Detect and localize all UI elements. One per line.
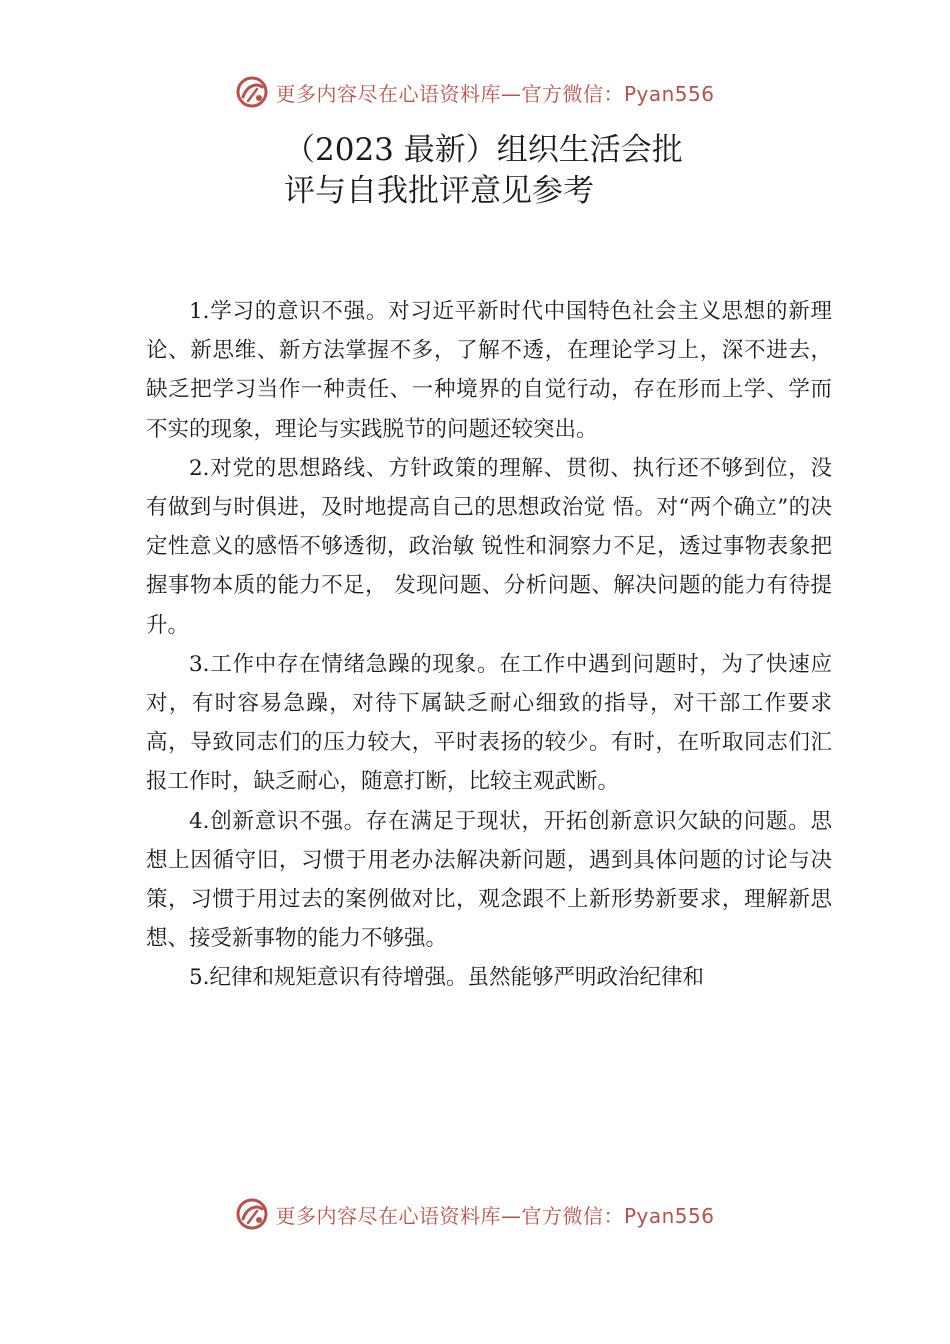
footer-banner — [0, 1192, 950, 1236]
banner-text: 更多内容尽在心语资料库—官方微信：Pyan556 — [275, 1203, 715, 1228]
document-title: （2023 最新）组织生活会批评与自我批评意见参考 — [284, 132, 683, 209]
document-body — [146, 292, 832, 998]
seal-logo-icon — [235, 75, 269, 109]
seal-logo-icon — [235, 1197, 269, 1231]
paragraph-5: 5.纪律和规矩意识有待增强。虽然能够严明政治纪律和 — [189, 965, 705, 991]
paragraph-4: 4.创新意识不强。存在满足于现状，开拓创新意识欠缺的问题。思想上因循守旧，习惯于用老办法解决新问题，遇到具体问题的讨论与决策，习惯于用过去的案例做对比，观念跟不上新形势新要求，理解新思想、接受新事物的能力不够强。 — [146, 808, 832, 952]
paragraph-2: 2.对党的思想路线、方针政策的理解、贯彻、执行还不够到位，没有做到与时俱进，及时地提高自己的思想政治觉 悟。对“两个确立”的决定性意义的感悟不够透彻，政治敏 锐性和洞察力不足，透过事物表象把握事物本质的能力不足， 发现问题、分析问题、解决问题的能力有待提升。 — [146, 455, 832, 638]
banner-text: 更多内容尽在心语资料库—官方微信：Pyan556 — [275, 81, 715, 106]
paragraph-1: 1.学习的意识不强。对习近平新时代中国特色社会主义思想的新理论、新思维、新方法掌握不多，了解不透，在理论学习上，深不进去，缺乏把学习当作一种责任、一种境界的自觉行动，存在形而上学、学而不实的现象，理论与实践脱节的问题还较突出。 — [146, 299, 832, 442]
paragraph-3: 3.工作中存在情绪急躁的现象。在工作中遇到问题时，为了快速应对，有时容易急躁，对待下属缺乏耐心细致的指导，对干部工作要求高，导致同志们的压力较大，平时表扬的较少。有时，在听取同志们汇报工作时，缺乏耐心，随意打断，比较主观武断。 — [146, 651, 832, 795]
header-banner — [0, 70, 950, 114]
